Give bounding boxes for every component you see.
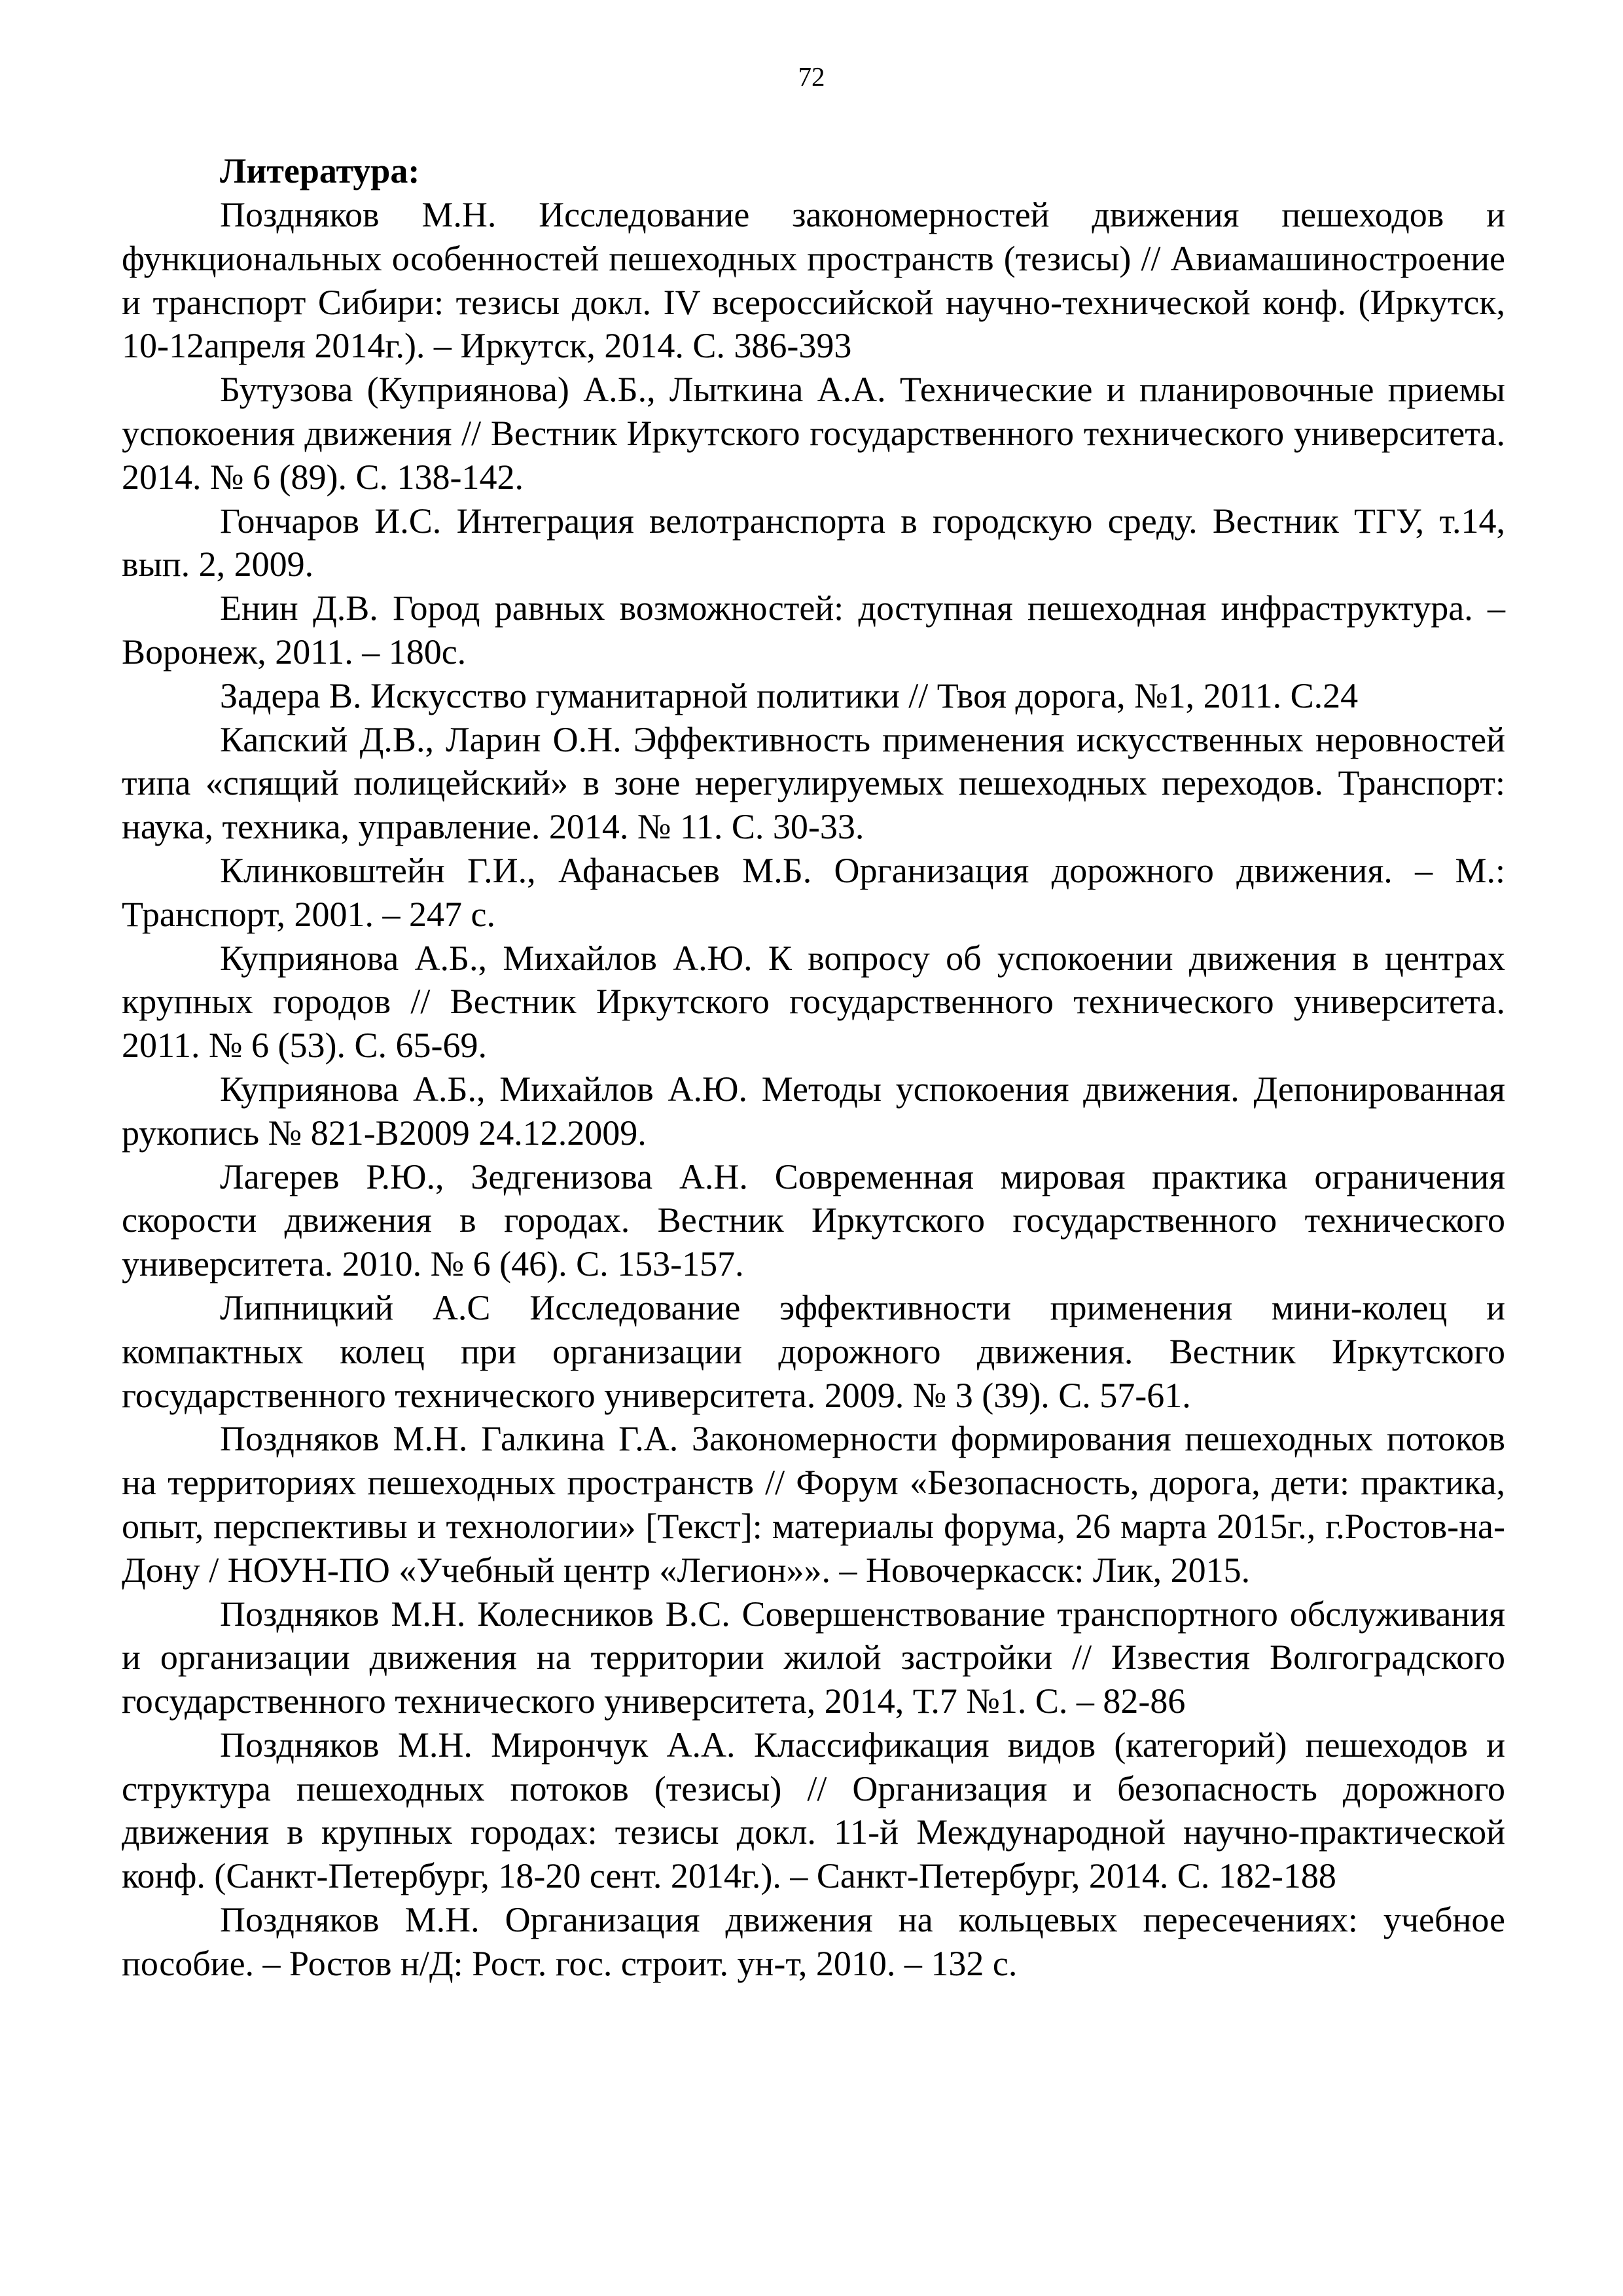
page-number: 72	[798, 62, 825, 92]
reference-item: Капский Д.В., Ларин О.Н. Эффективность применения искусственных неровностей типа «спящий полицейский» в зоне нерегулируемых пешеходных переходов. Транспорт: наука, техника, управление. 2014. № 11. С. 30-33.	[122, 719, 1505, 847]
reference-item: Клинковштейн Г.И., Афанасьев М.Б. Организация дорожного движения. – М.: Транспорт, 2001. – 247 с.	[122, 850, 1505, 934]
reference-item: Задера В. Искусство гуманитарной политики // Твоя дорога, №1, 2011. С.24	[220, 675, 1359, 715]
reference-item: Поздняков М.Н. Колесников В.С. Совершенствование транспортного обслуживания и организации движения на территории жилой застройки // Известия Волгоградского государственного технического университета, 2014, Т.7 №1. С. – 82-86	[122, 1594, 1505, 1721]
reference-item: Лагерев Р.Ю., Зедгенизова А.Н. Современная мировая практика ограничения скорости движения в городах. Вестник Иркутского государственного технического университета. 2010. № 6 (46). С. 153-157.	[122, 1157, 1505, 1284]
reference-item: Поздняков М.Н. Организация движения на кольцевых пересечениях: учебное пособие. – Ростов н/Д: Рост. гос. строит. ун-т, 2010. – 132 с.	[122, 1900, 1505, 1983]
reference-item: Енин Д.В. Город равных возможностей: доступная пешеходная инфраструктура. – Воронеж, 2011. – 180с.	[122, 588, 1505, 672]
reference-item: Поздняков М.Н. Галкина Г.А. Закономерности формирования пешеходных потоков на территориях пешеходных пространств // Форум «Безопасность, дорога, дети: практика, опыт, перспективы и технологии» [Текст]: материалы форума, 26 марта 2015г., г.Ростов-на-Дону / НОУН-ПО «Учебный центр «Легион»». – Новочеркасск: Лик, 2015.	[122, 1419, 1505, 1590]
section-title: Литература:	[220, 151, 420, 190]
reference-item: Бутузова (Куприянова) А.Б., Лыткина А.А. Технические и планировочные приемы успокоения движения // Вестник Иркутского государственного технического университета. 2014. № 6 (89). С. 138-142.	[122, 370, 1505, 497]
reference-item: Гончаров И.С. Интеграция велотранспорта в городскую среду. Вестник ТГУ, т.14, вып. 2, 2009.	[122, 501, 1505, 584]
reference-list	[122, 193, 1505, 1986]
reference-item: Поздняков М.Н. Мирончук А.А. Классификация видов (категорий) пешеходов и структура пешеходных потоков (тезисы) // Организация и безопасность дорожного движения в крупных городах: тезисы докл. 11-й Международной научно-практической конф. (Санкт-Петербург, 18-20 сент. 2014г.). – Санкт-Петербург, 2014. С. 182-188	[122, 1725, 1505, 1896]
reference-item: Куприянова А.Б., Михайлов А.Ю. Методы успокоения движения. Депонированная рукопись № 821-В2009 24.12.2009.	[122, 1069, 1505, 1153]
document-body	[122, 149, 1505, 1986]
reference-item: Липницкий А.С Исследование эффективности применения мини-колец и компактных колец при организации дорожного движения. Вестник Иркутского государственного технического университета. 2009. № 3 (39). С. 57-61.	[122, 1287, 1505, 1415]
reference-item: Поздняков М.Н. Исследование закономерностей движения пешеходов и функциональных особенностей пешеходных пространств (тезисы) // Авиамашиностроение и транспорт Сибири: тезисы докл. IV всероссийской научно-технической конф. (Иркутск, 10-12апреля 2014г.). – Иркутск, 2014. С. 386-393	[122, 195, 1505, 366]
reference-item: Куприянова А.Б., Михайлов А.Ю. К вопросу об успокоении движения в центрах крупных городов // Вестник Иркутского государственного технического университета. 2011. № 6 (53). С. 65-69.	[122, 938, 1505, 1066]
